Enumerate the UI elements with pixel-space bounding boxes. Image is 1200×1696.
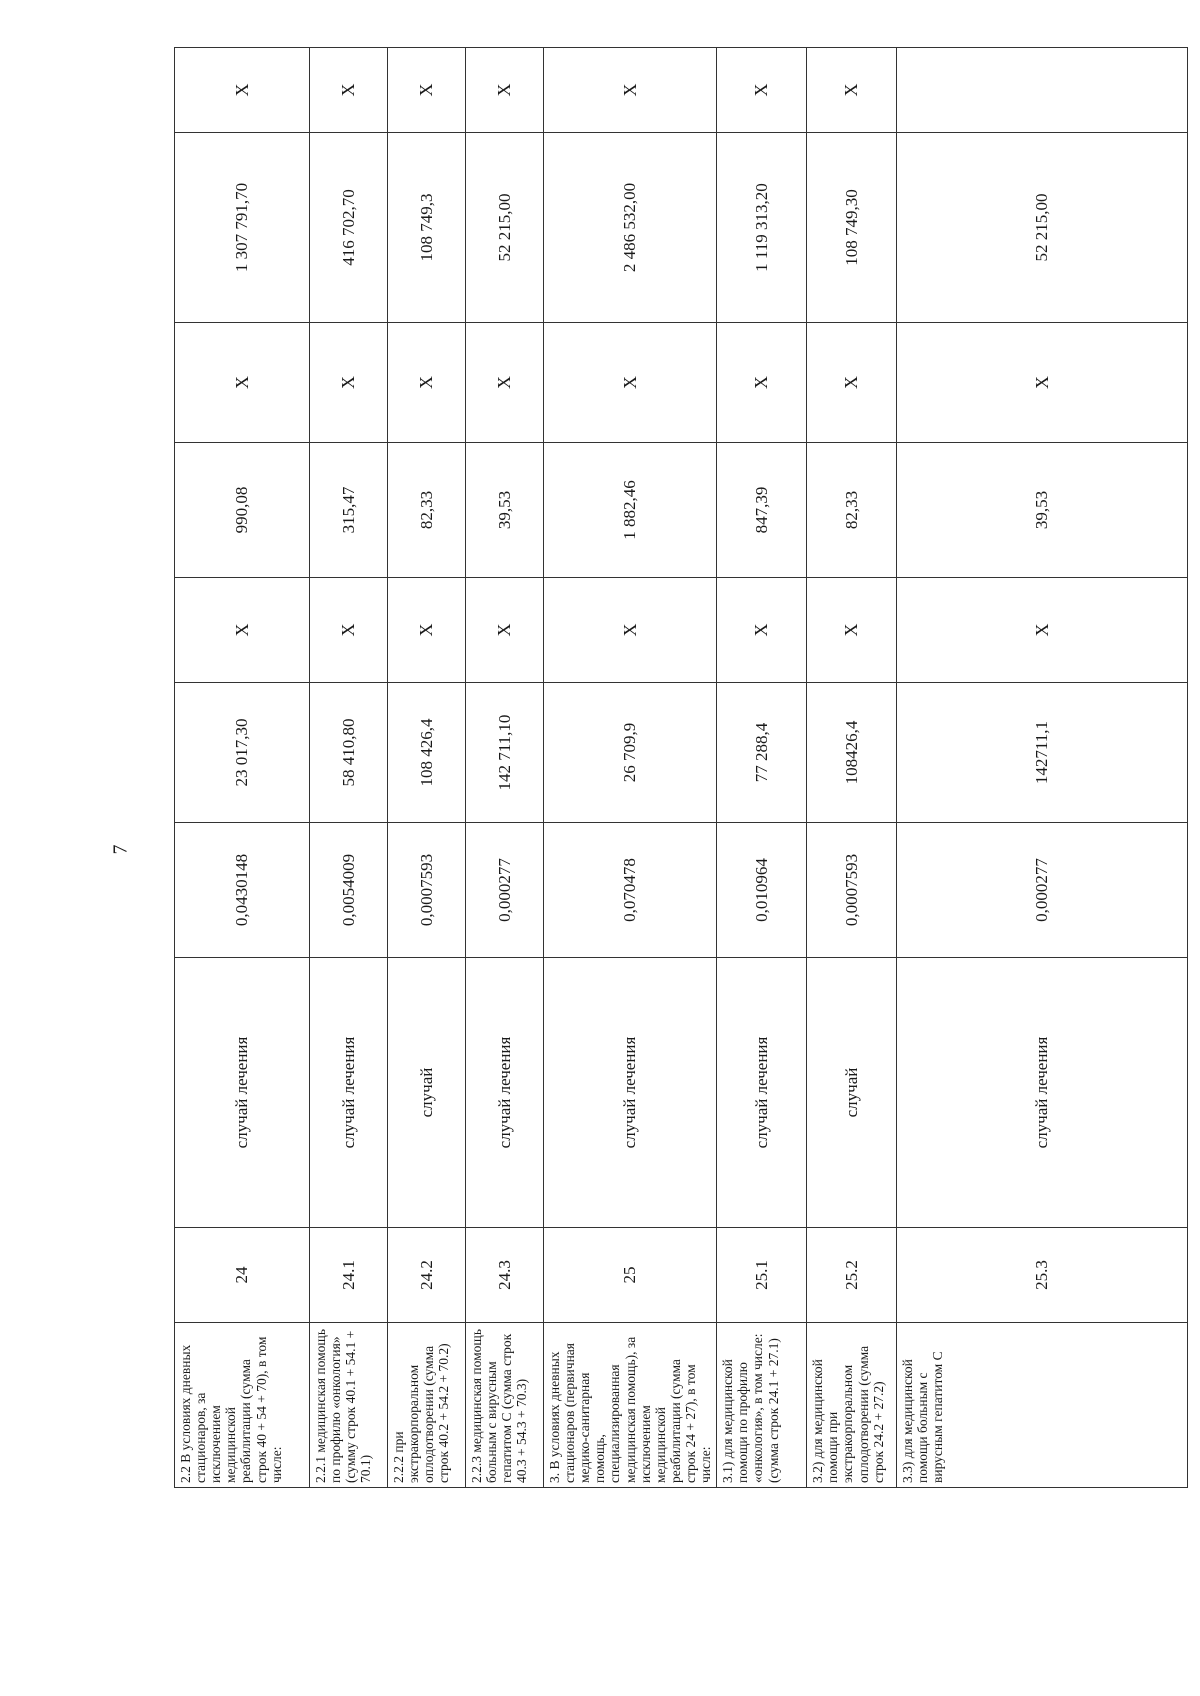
x-mark-cell: X [807,578,897,683]
line-number-cell: 24.2 [388,1228,466,1323]
total-cost-cell: 1 307 791,70 [175,133,310,323]
unit-cell: случай лечения [717,958,807,1228]
per-capita-cell: 315,47 [310,443,388,578]
per-capita-cell: 82,33 [388,443,466,578]
row-name-cell: 2.2 В условиях дневных стационаров, за исключением медицинской реабилитации (сумма строк 40 + 54 + 70), в том числе: [175,1323,310,1488]
row-name-cell: 2.2.3 медицинская помощь больным с вирусным гепатитом С (сумма строк 40.3 + 54.3 + 70.3) [466,1323,544,1488]
row-name-cell: 3.1) для медицинской помощи по профилю «онкология», в том числе: (сумма строк 24.1 + 27.1) [717,1323,807,1488]
total-cost-cell: 108 749,3 [388,133,466,323]
x-mark-cell: X [175,578,310,683]
unit-cost-cell: 58 410,80 [310,683,388,823]
volume-norm-cell: 0,000277 [466,823,544,958]
row-name-cell: 3.2) для медицинской помощи при экстракорпоральном оплодотворении (сумма строк 24.2 + 27.2) [807,1323,897,1488]
table-row [717,48,807,1488]
x-mark-cell: X [897,323,1188,443]
x-mark-cell: X [175,323,310,443]
unit-cell: случай [807,958,897,1228]
row-name-cell: 3.3) для медицинской помощи больным с вирусным гепатитом С [897,1323,1188,1488]
per-capita-cell: 82,33 [807,443,897,578]
table-row [897,48,1188,1488]
volume-norm-cell: 0,010964 [717,823,807,958]
unit-cell: случай лечения [544,958,717,1228]
line-number-cell: 24.3 [466,1228,544,1323]
x-mark-cell: X [310,48,388,133]
rotated-table-sheet [174,48,1164,1488]
total-cost-cell: 52 215,00 [897,133,1188,323]
x-mark-cell: X [897,578,1188,683]
x-mark-cell: X [175,48,310,133]
x-mark-cell: X [544,323,717,443]
unit-cell: случай лечения [466,958,544,1228]
x-mark-cell: X [310,323,388,443]
volume-norm-cell: 0,000277 [897,823,1188,958]
row-name-cell: 3. В условиях дневных стационаров (первичная медико-санитарная помощь, специализированная медицинская помощь), за исключением медицинской реабилитации (сумма строк 24 + 27), в том числе: [544,1323,717,1488]
unit-cost-cell: 142 711,10 [466,683,544,823]
page-number: 7 [109,844,132,855]
line-number-cell: 24 [175,1228,310,1323]
total-cost-cell: 416 702,70 [310,133,388,323]
unit-cell: случай лечения [310,958,388,1228]
line-number-cell: 25 [544,1228,717,1323]
volume-norm-cell: 0,0007593 [807,823,897,958]
x-mark-cell: X [717,578,807,683]
row-name-cell: 2.2.1 медицинская помощь по профилю «онкология» (сумму строк 40.1 + 54.1 + 70.1) [310,1323,388,1488]
x-mark-cell: X [544,48,717,133]
total-cost-cell: 2 486 532,00 [544,133,717,323]
x-mark-cell: X [388,48,466,133]
line-number-cell: 24.1 [310,1228,388,1323]
per-capita-cell: 39,53 [897,443,1188,578]
volume-norm-cell: 0,0054009 [310,823,388,958]
unit-cost-cell: 77 288,4 [717,683,807,823]
x-mark-cell [897,48,1188,133]
x-mark-cell: X [388,323,466,443]
x-mark-cell: X [466,323,544,443]
x-mark-cell: X [466,48,544,133]
x-mark-cell: X [466,578,544,683]
per-capita-cell: 39,53 [466,443,544,578]
unit-cost-cell: 23 017,30 [175,683,310,823]
table-row [388,48,466,1488]
x-mark-cell: X [717,48,807,133]
unit-cost-cell: 26 709,9 [544,683,717,823]
total-cost-cell: 1 119 313,20 [717,133,807,323]
total-cost-cell: 108 749,30 [807,133,897,323]
unit-cell: случай лечения [897,958,1188,1228]
x-mark-cell: X [807,48,897,133]
table-body [175,48,1188,1488]
table-row [807,48,897,1488]
line-number-cell: 25.3 [897,1228,1188,1323]
x-mark-cell: X [310,578,388,683]
line-number-cell: 25.2 [807,1228,897,1323]
table-row [175,48,310,1488]
unit-cost-cell: 108 426,4 [388,683,466,823]
total-cost-cell: 52 215,00 [466,133,544,323]
per-capita-cell: 847,39 [717,443,807,578]
volume-norm-cell: 0,0007593 [388,823,466,958]
unit-cost-cell: 108426,4 [807,683,897,823]
funding-table [174,47,1188,1488]
row-name-cell: 2.2.2 при экстракорпоральном оплодотворении (сумма строк 40.2 + 54.2 + 70.2) [388,1323,466,1488]
unit-cost-cell: 142711,1 [897,683,1188,823]
per-capita-cell: 1 882,46 [544,443,717,578]
per-capita-cell: 990,08 [175,443,310,578]
volume-norm-cell: 0,070478 [544,823,717,958]
x-mark-cell: X [544,578,717,683]
table-row [310,48,388,1488]
line-number-cell: 25.1 [717,1228,807,1323]
unit-cell: случай [388,958,466,1228]
x-mark-cell: X [388,578,466,683]
unit-cell: случай лечения [175,958,310,1228]
x-mark-cell: X [717,323,807,443]
volume-norm-cell: 0,0430148 [175,823,310,958]
table-row [544,48,717,1488]
x-mark-cell: X [807,323,897,443]
table-row [466,48,544,1488]
